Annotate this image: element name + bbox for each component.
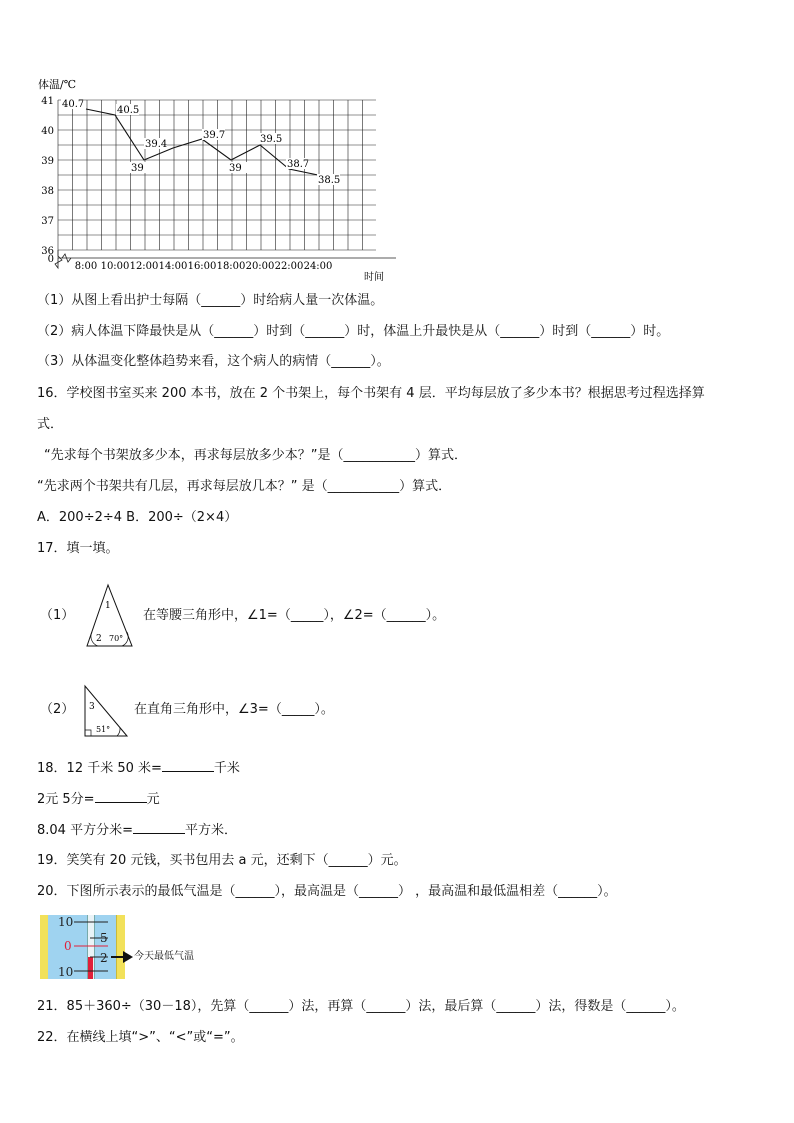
- y-tick-label: 38: [41, 186, 54, 197]
- scale-label-10-top: 10: [58, 915, 74, 929]
- q16-question-a: “先求每个书架放多少本，再求每层放多少本？”是（___________）算式．: [44, 448, 467, 463]
- thermometer-scale: [40, 915, 124, 979]
- q16-stem-line1: 16．学校图书室买来 200 本书，放在 2 个书架上，每个书架有 4 层．平均每层放了多少本书？根据思考过程选择算: [37, 386, 705, 401]
- q18-a-suffix: 千米: [213, 761, 240, 776]
- data-label: 38.5: [318, 175, 341, 186]
- q18-a-blank[interactable]: [162, 759, 214, 772]
- y-tick-label: 41: [41, 96, 54, 107]
- q16-question-b: “先求两个书架共有几层，再求每层放几本？” 是（___________）算式．: [37, 479, 452, 494]
- data-label: 39.7: [203, 130, 226, 141]
- q18-c: [37, 821, 237, 840]
- arrow-icon: [111, 950, 133, 964]
- x-tick-label: 14:00: [158, 261, 188, 272]
- scale-label-10-bottom: 10: [58, 965, 74, 979]
- q18-c-blank[interactable]: [133, 821, 185, 834]
- x-tick-label: 18:00: [216, 261, 246, 272]
- q18-c-prefix: 8.04 平方分米=: [37, 823, 133, 838]
- y-axis-label: 体温/℃: [38, 78, 77, 91]
- y-tick-label: 0: [47, 254, 54, 265]
- x-tick-label: 10:00: [100, 261, 130, 272]
- x-tick-label: 22:00: [274, 261, 304, 272]
- q17-part2-text: 在直角三角形中，∠3=（_____）。: [134, 702, 334, 717]
- q15-part1: （1）从图上看出护士每隔（______）时给病人量一次体温。: [37, 293, 384, 308]
- q18-a-prefix: 18．12 千米 50 米=: [37, 761, 162, 776]
- q18-a: [37, 759, 240, 778]
- q20-text: 20．下图所示表示的最低气温是（______），最高温是（______） ，最高温和最低温相差（______）。: [37, 884, 617, 899]
- y-tick-label: 37: [41, 216, 54, 227]
- data-label: 40.5: [117, 105, 140, 116]
- x-axis-label: 时间: [364, 272, 384, 283]
- temperature-series-line: [86, 109, 318, 175]
- q18-c-suffix: 平方米．: [184, 823, 237, 838]
- q18-b-suffix: 元: [146, 792, 160, 807]
- isosceles-triangle-figure: [84, 582, 136, 650]
- y-tick-label: 40: [41, 126, 54, 137]
- angle-3-label: 3: [89, 702, 95, 712]
- q16-stem-line2: 式．: [37, 417, 64, 432]
- data-label: 40.7: [62, 99, 85, 110]
- q17-part2-number: （2）: [40, 702, 75, 717]
- y-tick-label: 39: [41, 156, 54, 167]
- thermometer-figure: [40, 915, 124, 979]
- y-axis-break: [55, 250, 62, 268]
- q17-title: 17．填一填。: [37, 541, 119, 556]
- angle-2-label: 2: [96, 634, 102, 644]
- q18-b: [37, 790, 160, 809]
- q21: 21．85＋360÷（30－18），先算（______）法，再算（______）法，最后算（______）法，得数是（______）。: [37, 999, 685, 1014]
- lowest-temp-arrow-label: 今天最低气温: [134, 951, 194, 962]
- q16-options: A．200÷2÷4 B．200÷（2×4）: [37, 510, 238, 525]
- data-label: 39.4: [145, 139, 168, 150]
- right-triangle-figure: [82, 684, 130, 739]
- q19: 19．笑笑有 20 元钱，买书包用去 a 元，还剩下（______）元。: [37, 853, 407, 868]
- scale-label-5: 5: [100, 931, 108, 945]
- q15-part3: （3）从体温变化整体趋势来看，这个病人的病情（______）。: [37, 354, 390, 369]
- q22: 22．在横线上填“>”、“<”或“=”。: [37, 1030, 244, 1045]
- data-label: 39.5: [260, 134, 283, 145]
- q18-b-prefix: 2元 5分=: [37, 792, 95, 807]
- angle-51-label: 51°: [96, 725, 111, 734]
- y-tick-label: 36: [41, 246, 54, 257]
- q17-part1-number: （1）: [40, 608, 75, 623]
- angle-1-label: 1: [105, 601, 111, 611]
- chart-grid: [55, 100, 396, 268]
- scale-label-0: 0: [64, 939, 72, 953]
- data-label: 39: [131, 163, 144, 174]
- x-tick-label: 16:00: [187, 261, 217, 272]
- x-tick-label: 8:00: [74, 261, 98, 272]
- x-tick-label: 24:00: [303, 261, 333, 272]
- chart-data-labels: [61, 98, 340, 186]
- q17-part1-text: 在等腰三角形中，∠1=（_____），∠2=（______）。: [143, 608, 446, 623]
- temperature-line-chart: [30, 72, 410, 284]
- angle-70-label: 70°: [109, 634, 124, 643]
- q18-b-blank[interactable]: [95, 790, 147, 803]
- data-label: 38.7: [287, 159, 310, 170]
- chart-ticks: [41, 96, 332, 272]
- data-label: 39: [229, 163, 242, 174]
- scale-label-2: 2: [100, 951, 108, 965]
- x-tick-label: 20:00: [245, 261, 275, 272]
- q15-part2: （2）病人体温下降最快是从（______）时到（______）时，体温上升最快是从（______）时到（______）时。: [37, 324, 670, 339]
- x-tick-label: 12:00: [129, 261, 159, 272]
